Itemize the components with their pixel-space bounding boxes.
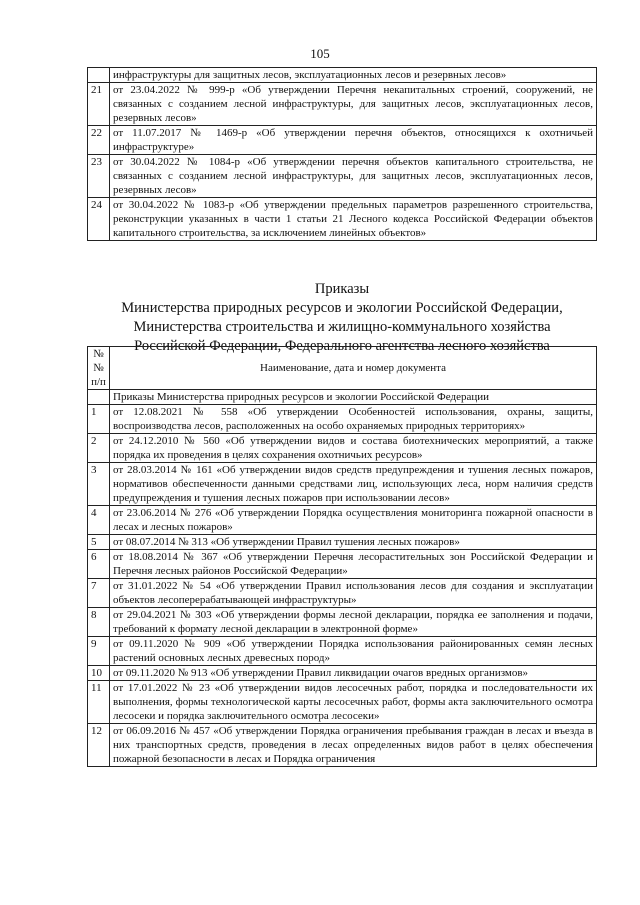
table-row bbox=[88, 434, 597, 463]
row-document-text: от 30.04.2022 № 1083-р «Об утверждении предельных параметров разрешенного строительства, реконструкции указанных в части 1 статьи 21 Лесного кодекса Российской Федерации объектов капитального строительства, за исключением линейных объектов» bbox=[110, 198, 597, 241]
table-row bbox=[88, 608, 597, 637]
table-row bbox=[88, 724, 597, 767]
row-document-text: от 11.07.2017 № 1469-р «Об утверждении перечня объектов, относящихся к охотничьей инфраструктуре» bbox=[110, 126, 597, 155]
heading-line-4: Российской Федерации, Федерального агентства лесного хозяйства bbox=[134, 338, 550, 354]
heading-line-1: Приказы bbox=[314, 281, 370, 297]
table-row bbox=[88, 535, 597, 550]
table-section-row bbox=[88, 390, 597, 405]
table-row bbox=[88, 126, 597, 155]
row-number: 11 bbox=[88, 681, 110, 724]
row-number: 10 bbox=[88, 666, 110, 681]
table-row bbox=[88, 666, 597, 681]
row-document-text: от 06.09.2016 № 457 «Об утверждении Порядка ограничения пребывания граждан в лесах и въезда в них транспортных средств, проведения в лесах определенных видов работ в целях обеспечения пожарной безопасности в лесах и Порядка ограничения bbox=[110, 724, 597, 767]
row-document-text: от 23.04.2022 № 999-р «Об утверждении Перечня некапитальных строений, сооружений, не связанных с созданием лесной инфраструктуры, для защитных лесов, эксплуатационных лесов, резервных лесов» bbox=[110, 83, 597, 126]
row-document-text: от 30.04.2022 № 1084-р «Об утверждении перечня объектов капитального строительства, не связанных с созданием лесной инфраструктуры, для защитных лесов, эксплуатационных лесов, резервных лесов» bbox=[110, 155, 597, 198]
section-heading bbox=[87, 280, 597, 356]
row-document-text: от 18.08.2014 № 367 «Об утверждении Перечня лесорастительных зон Российской Федерации и Перечня лесных районов Российской Федерации» bbox=[110, 550, 597, 579]
row-document-text: от 24.12.2010 № 560 «Об утверждении видов и состава биотехнических мероприятий, а также порядка их проведения в целях сохранения охотничьих ресурсов» bbox=[110, 434, 597, 463]
row-document-text: от 09.11.2020 № 913 «Об утверждении Правил ликвидации очагов вредных организмов» bbox=[110, 666, 597, 681]
row-number: 5 bbox=[88, 535, 110, 550]
heading-line-3: Министерства строительства и жилищно-коммунального хозяйства bbox=[133, 319, 551, 335]
table-row bbox=[88, 637, 597, 666]
header-number-cell: №№ п/п bbox=[88, 347, 110, 390]
row-document-text: инфраструктуры для защитных лесов, эксплуатационных лесов и резервных лесов» bbox=[110, 68, 597, 83]
row-document-text: от 31.01.2022 № 54 «Об утверждении Правил использования лесов для создания и эксплуатации объектов лесоперерабатывающей инфраструктуры» bbox=[110, 579, 597, 608]
row-number: 7 bbox=[88, 579, 110, 608]
table-row bbox=[88, 579, 597, 608]
row-document-text: от 29.04.2021 № 303 «Об утверждении формы лесной декларации, порядка ее заполнения и подачи, требований к формату лесной декларации в электронной форме» bbox=[110, 608, 597, 637]
row-number: 4 bbox=[88, 506, 110, 535]
page-number: 105 bbox=[310, 46, 330, 61]
table-row bbox=[88, 463, 597, 506]
section-empty-cell bbox=[88, 390, 110, 405]
table-row bbox=[88, 155, 597, 198]
row-number: 2 bbox=[88, 434, 110, 463]
orders-table-continued bbox=[87, 67, 597, 241]
row-number: 9 bbox=[88, 637, 110, 666]
row-number: 24 bbox=[88, 198, 110, 241]
table-row bbox=[88, 405, 597, 434]
table-row bbox=[88, 506, 597, 535]
ministry-orders-table bbox=[87, 346, 597, 767]
row-number: 6 bbox=[88, 550, 110, 579]
table-header-row bbox=[88, 347, 597, 390]
row-document-text: от 09.11.2020 № 909 «Об утверждении Порядка использования районированных семян лесных растений основных лесных древесных пород» bbox=[110, 637, 597, 666]
table-row bbox=[88, 198, 597, 241]
row-number: 12 bbox=[88, 724, 110, 767]
row-number: 8 bbox=[88, 608, 110, 637]
row-number bbox=[88, 68, 110, 83]
row-number: 23 bbox=[88, 155, 110, 198]
row-number: 21 bbox=[88, 83, 110, 126]
table-row bbox=[88, 550, 597, 579]
row-number: 1 bbox=[88, 405, 110, 434]
row-document-text: от 23.06.2014 № 276 «Об утверждении Порядка осуществления мониторинга пожарной опасности в лесах и лесных пожаров» bbox=[110, 506, 597, 535]
table-row bbox=[88, 681, 597, 724]
row-document-text: от 12.08.2021 № 558 «Об утверждении Особенностей использования, охраны, защиты, воспроизводства лесов, расположенных на особо охраняемых природных территориях» bbox=[110, 405, 597, 434]
table-row bbox=[88, 83, 597, 126]
section-title-cell: Приказы Министерства природных ресурсов и экологии Российской Федерации bbox=[110, 390, 597, 405]
row-document-text: от 28.03.2014 № 161 «Об утверждении видов средств предупреждения и тушения лесных пожаров, нормативов обеспеченности данными средствами лиц, использующих леса, норм наличия средств предупреждения и тушения лесных пожаров при использовании лесов» bbox=[110, 463, 597, 506]
header-title-cell: Наименование, дата и номер документа bbox=[110, 347, 597, 390]
table-row bbox=[88, 68, 597, 83]
row-number: 3 bbox=[88, 463, 110, 506]
row-document-text: от 08.07.2014 № 313 «Об утверждении Правил тушения лесных пожаров» bbox=[110, 535, 597, 550]
heading-line-2: Министерства природных ресурсов и экологии Российской Федерации, bbox=[121, 300, 563, 316]
row-number: 22 bbox=[88, 126, 110, 155]
row-document-text: от 17.01.2022 № 23 «Об утверждении видов лесосечных работ, порядка и последовательности их выполнения, формы технологической карты лесосечных работ, формы акта заключительного осмотра лесосеки и порядка заключительного осмотра лесосеки» bbox=[110, 681, 597, 724]
